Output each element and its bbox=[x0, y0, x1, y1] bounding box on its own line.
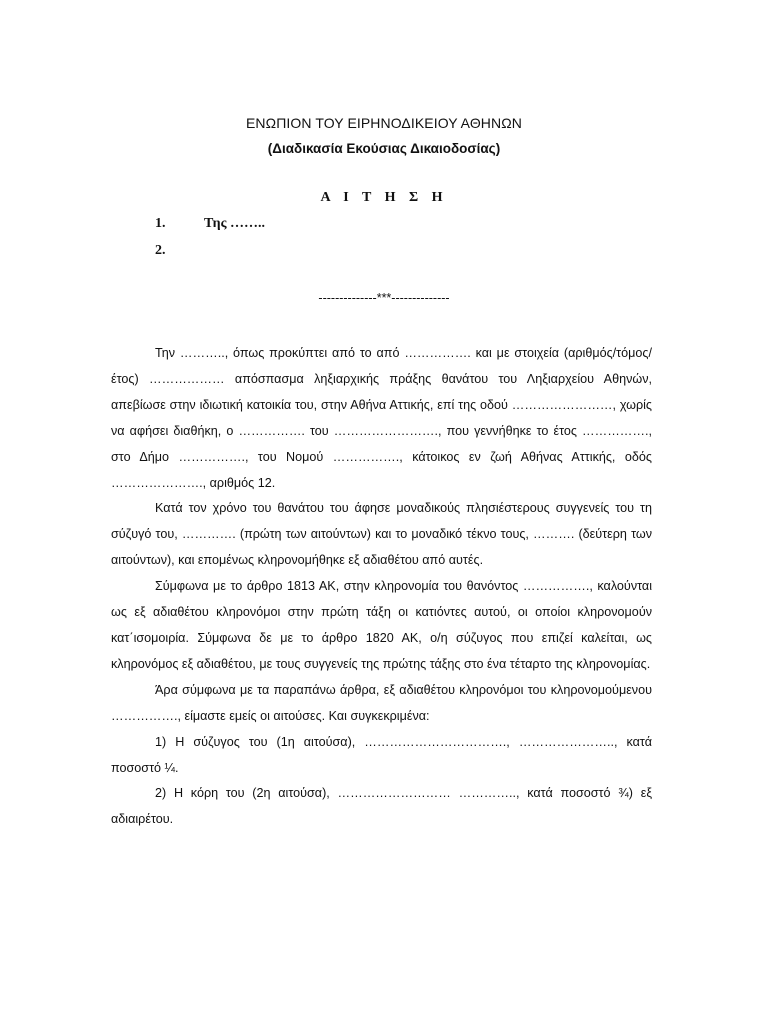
party-1-name: Της …….. bbox=[204, 216, 265, 231]
paragraph-heir-daughter: 2) Η κόρη του (2η αιτούσα), ……………………… ………….., κατά ποσοστό ¾) εξ αδιαιρέτου. bbox=[111, 786, 652, 827]
party-2-number: 2. bbox=[155, 243, 166, 258]
section-separator: --------------***-------------- bbox=[318, 291, 450, 305]
court-heading: ΕΝΩΠΙΟΝ ΤΟΥ ΕΙΡΗΝΟΔΙΚΕΙΟΥ ΑΘΗΝΩΝ bbox=[245, 115, 523, 131]
paragraph-relatives: Κατά τον χρόνο του θανάτου του άφησε μοναδικούς πλησιέστερους συγγενείς του τη σύζυγό του, …………. (πρώτη των αιτούντων) και το μοναδικό τέκνο τους, ………. (δεύτερη των αιτούντων), και επομένως κληρονομήθηκε εξ αδιαθέτου από αυτές. bbox=[111, 501, 652, 568]
party-1-number: 1. bbox=[155, 216, 166, 231]
paragraph-heirs-intro: Άρα σύμφωνα με τα παραπάνω άρθρα, εξ αδιαθέτου κληρονόμοι του κληρονομούμενου ……………., είμαστε εμείς οι αιτούσες. Και συγκεκριμένα: bbox=[111, 682, 652, 723]
petition-body bbox=[111, 341, 652, 833]
paragraph-legal-basis: Σύμφωνα με το άρθρο 1813 ΑΚ, στην κληρονομία του θανόντος ……………., καλούνται ως εξ αδιαθέτου κληρονόμοι στην πρώτη τάξη οι κατιόντες αυτού, οι οποίοι κληρονομούν κατ΄ισομοιρία. Σύμφωνα δε με το άρθρο 1820 ΑΚ, ο/η σύζυγος που επιζεί καλείται, ως κληρονόμος εξ αδιαθέτου, με τους συγγενείς της πρώτης τάξης στο ένα τέταρτο της κληρονομίας. bbox=[111, 579, 652, 671]
paragraph-heir-spouse: 1) Η σύζυγος του (1η αιτούσα), ……………………………., ………………….., κατά ποσοστό ¼. bbox=[111, 734, 652, 775]
document-title: Α Ι Τ Η Σ Η bbox=[320, 190, 448, 205]
paragraph-death-details: Την ……….., όπως προκύπτει από το από ……………. και με στοιχεία (αριθμός/τόμος/έτος) ……………… απόσπασμα ληξιαρχικής πράξης θανάτου του Ληξιαρχείου Αθηνών, απεβίωσε στην ιδιωτική κατοικία του, στην Αθήνα Αττικής, επί της οδού ……………………, χωρίς να αφήσει διαθήκη, ο ……………. του ……………………., που γεννήθηκε το έτος ……………., στο Δήμο ……………., του Νομού ……………., κάτοικος εν ζωή Αθήνας Αττικής, οδός …………………., αριθμός 12. bbox=[111, 346, 652, 490]
procedure-subheading: (Διαδικασία Εκούσιας Δικαιοδοσίας) bbox=[267, 141, 501, 156]
